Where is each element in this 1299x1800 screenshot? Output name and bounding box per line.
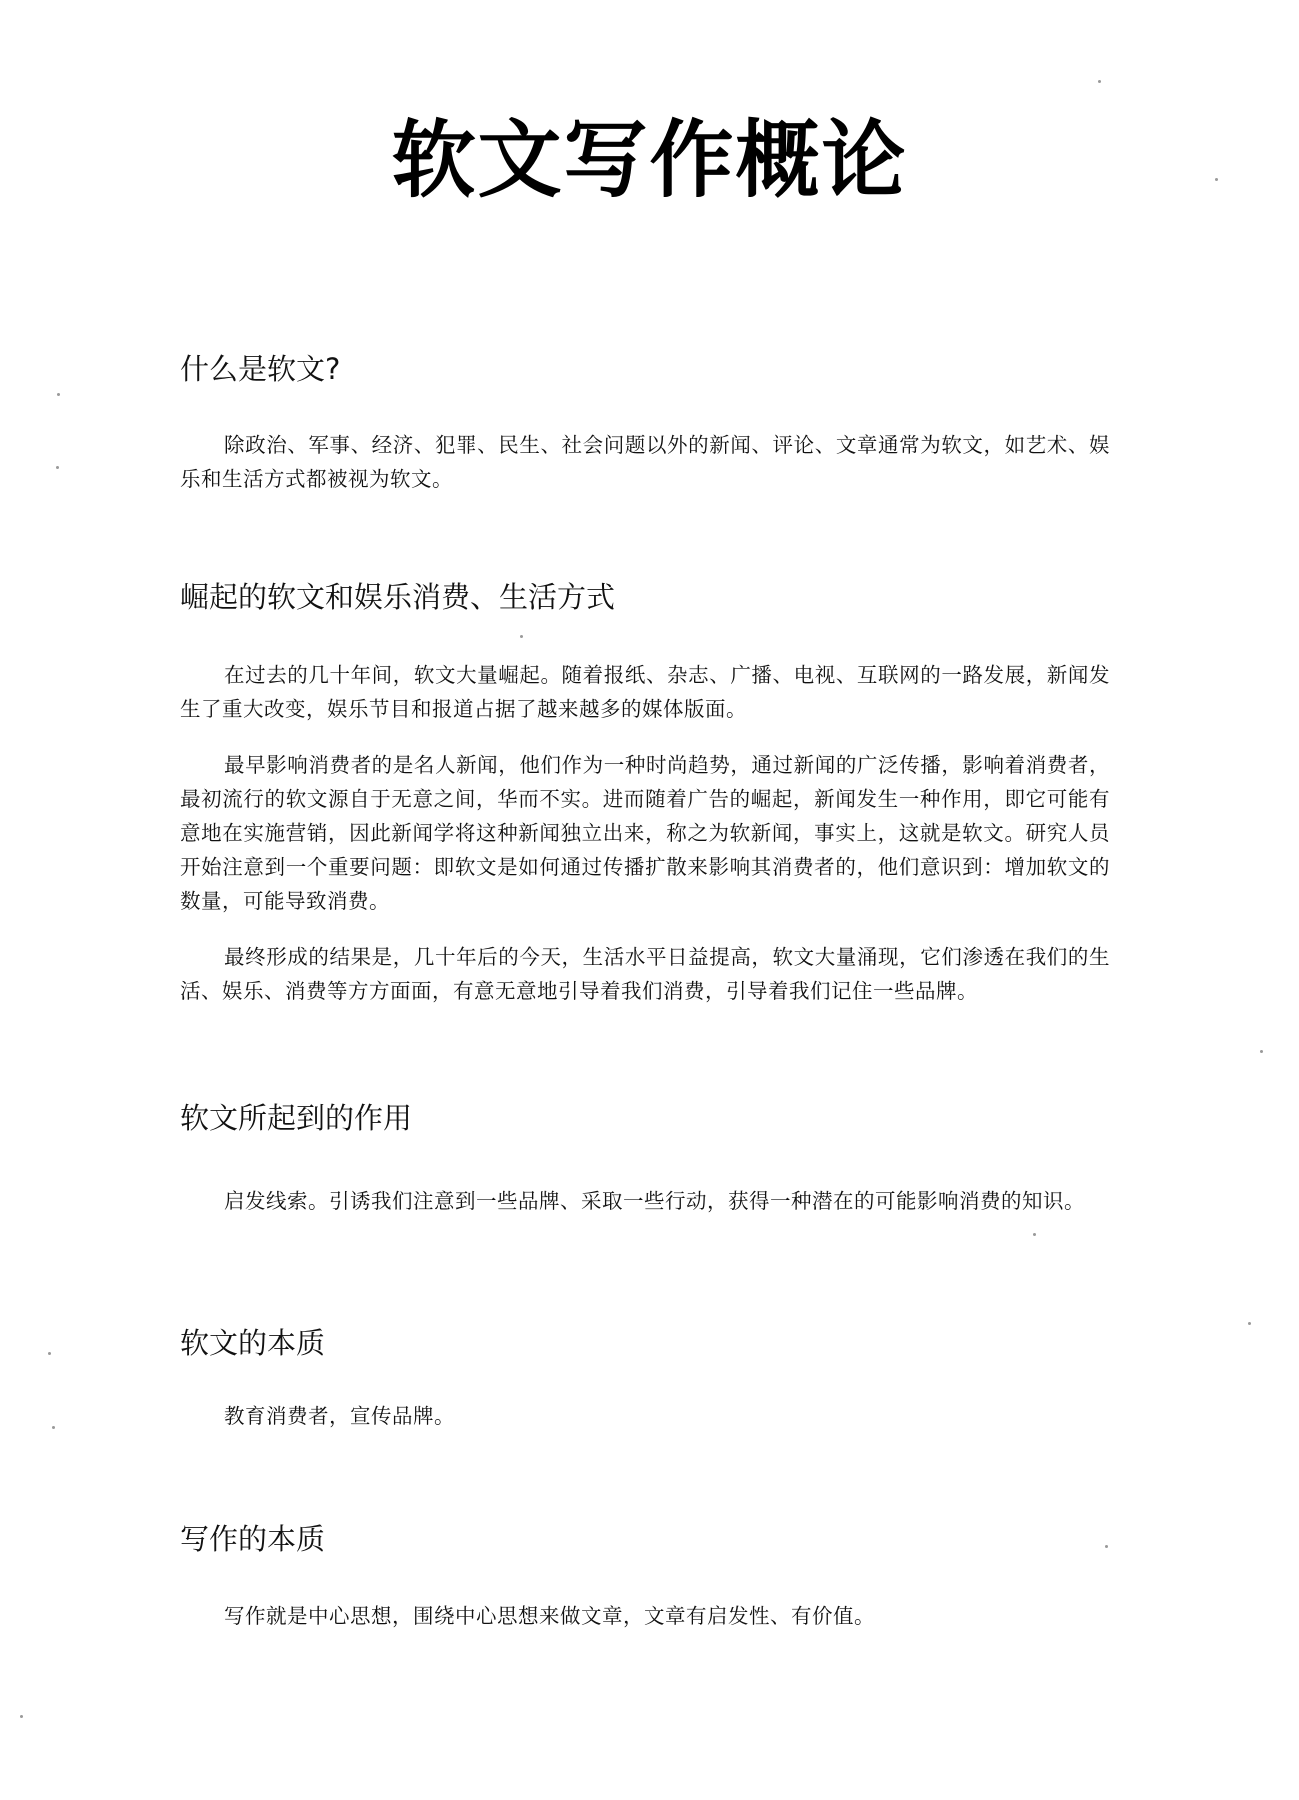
section-essence-of-writing: [180, 1522, 1110, 1633]
scan-speck: [1215, 178, 1218, 181]
paragraph: 最早影响消费者的是名人新闻，他们作为一种时尚趋势，通过新闻的广泛传播，影响着消费者，最初流行的软文源自于无意之间，华而不实。进而随着广告的崛起，新闻发生一种作用，即它可能有意地在实施营销，因此新闻学将这种新闻独立出来，称之为软新闻，事实上，这就是软文。研究人员开始注意到一个重要问题：即软文是如何通过传播扩散来影响其消费者的，他们意识到：增加软文的数量，可能导致消费。: [180, 752, 1110, 913]
paragraph: 除政治、军事、经济、犯罪、民生、社会问题以外的新闻、评论、文章通常为软文，如艺术、娱乐和生活方式都被视为软文。: [180, 432, 1110, 491]
scan-speck: [1105, 1545, 1108, 1548]
section-heading: 崛起的软文和娱乐消费、生活方式: [180, 580, 616, 614]
scan-speck: [1033, 1233, 1036, 1236]
paragraph: 启发线索。引诱我们注意到一些品牌、采取一些行动，获得一种潜在的可能影响消费的知识。: [224, 1188, 1085, 1213]
section-what-is-soft-article: [180, 352, 1110, 496]
scan-speck: [520, 635, 523, 638]
paragraph: 写作就是中心思想，围绕中心思想来做文章，文章有启发性、有价值。: [224, 1603, 875, 1628]
section-role-of-soft-articles: [180, 1101, 1110, 1218]
section-heading: 软文所起到的作用: [180, 1101, 413, 1135]
scan-speck: [1260, 1050, 1263, 1053]
scan-speck: [57, 393, 60, 396]
scan-speck: [48, 1352, 51, 1355]
paragraph: 教育消费者，宣传品牌。: [224, 1403, 455, 1428]
scan-speck: [1248, 1322, 1251, 1325]
scan-speck: [1098, 80, 1101, 83]
scan-speck: [20, 1715, 23, 1718]
section-heading: 什么是软文?: [180, 352, 341, 386]
section-rise-of-soft-articles: [180, 580, 1110, 1008]
section-heading: 软文的本质: [180, 1326, 326, 1360]
section-heading: 写作的本质: [180, 1522, 326, 1556]
paragraph: 在过去的几十年间，软文大量崛起。随着报纸、杂志、广播、电视、互联网的一路发展，新闻发生了重大改变，娱乐节目和报道占据了越来越多的媒体版面。: [180, 662, 1110, 721]
scan-speck: [56, 466, 59, 469]
paragraph: 最终形成的结果是，几十年后的今天，生活水平日益提高，软文大量涌现，它们渗透在我们的生活、娱乐、消费等方方面面，有意无意地引导着我们消费，引导着我们记住一些品牌。: [180, 944, 1110, 1003]
document-title: 软文写作概论: [391, 111, 908, 209]
scan-speck: [52, 1426, 55, 1429]
section-essence-of-soft-articles: [180, 1326, 1110, 1433]
